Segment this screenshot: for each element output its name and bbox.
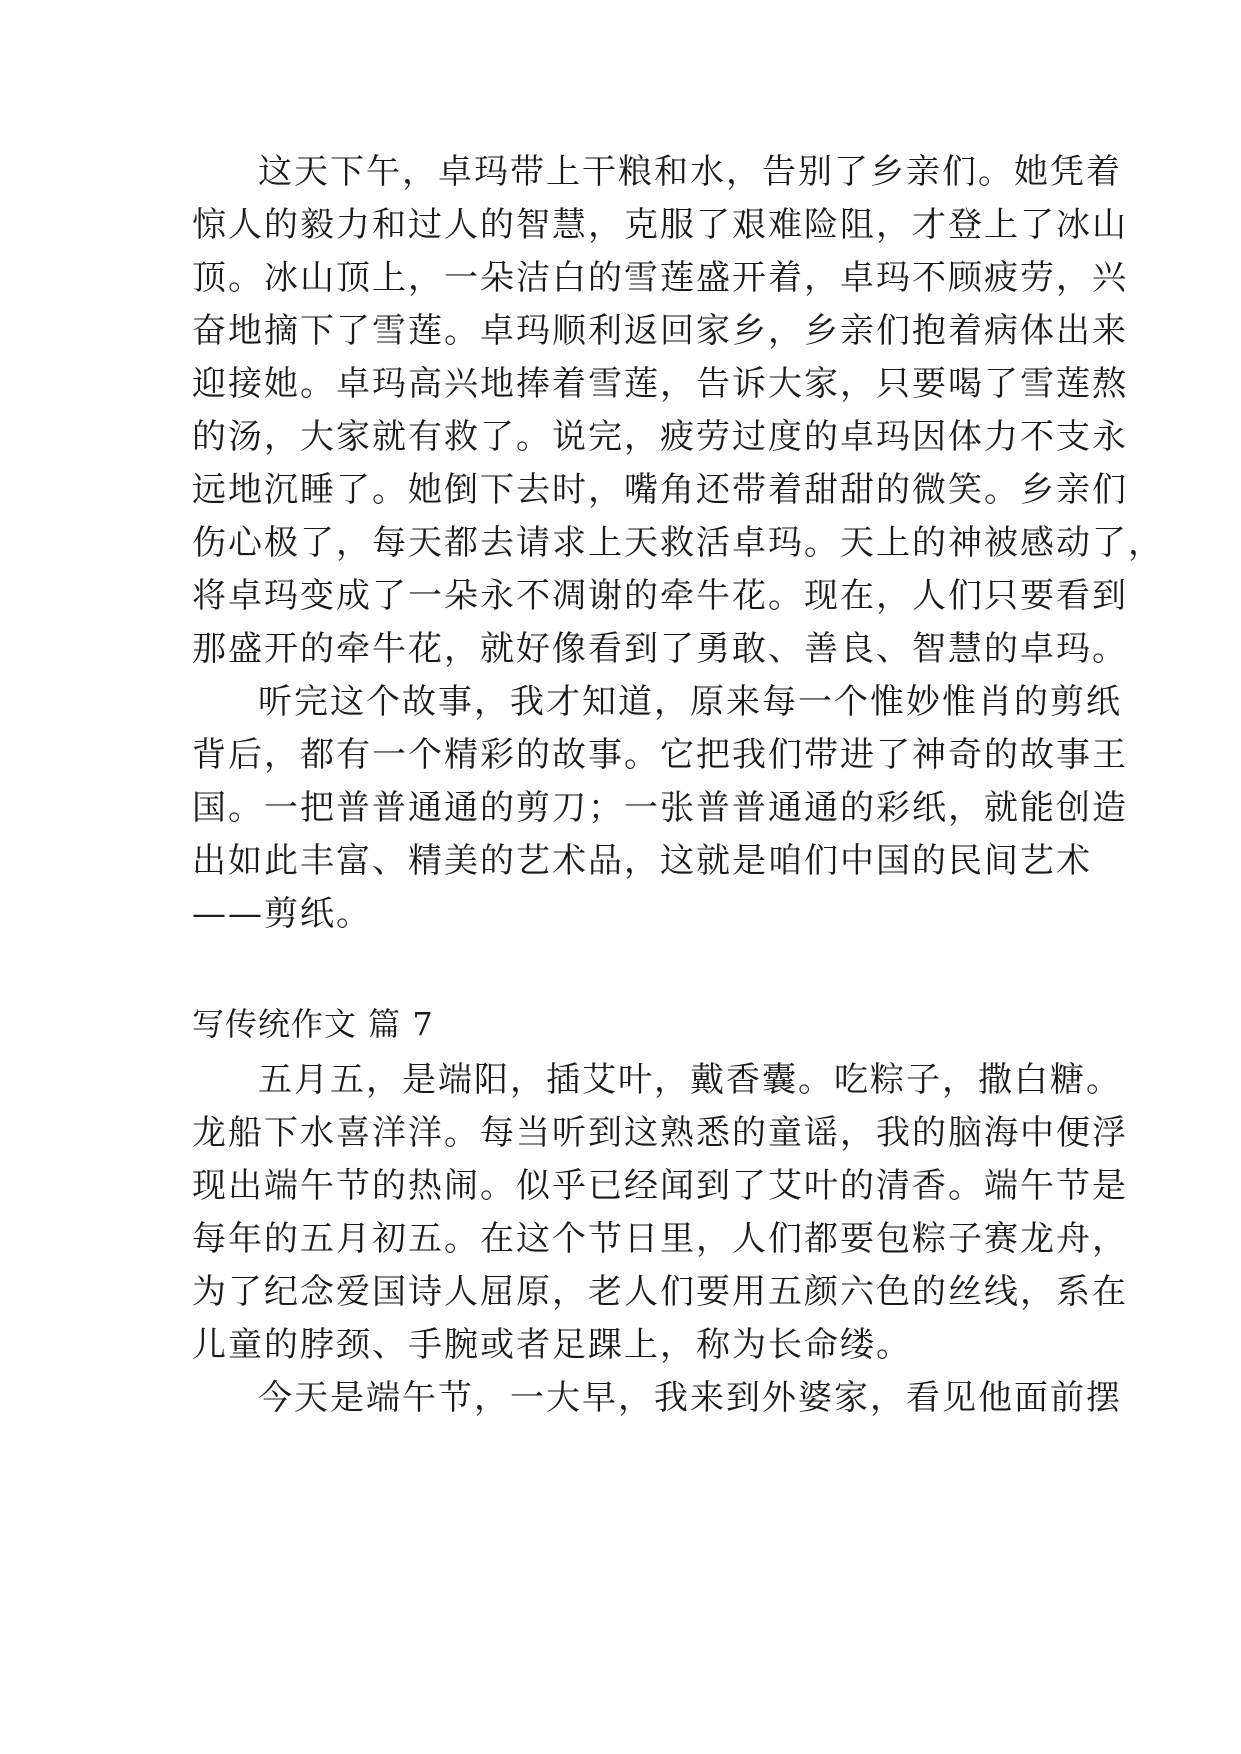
paragraph-3-line-3: 现出端午节的热闹。似乎已经闻到了艾叶的清香。端午节是: [192, 1166, 1128, 1206]
paragraph-3-line-2: 龙船下水喜洋洋。每当听到这熟悉的童谣，我的脑海中便浮: [192, 1113, 1128, 1153]
paragraph-2-line-1: 听完这个故事，我才知道，原来每一个惟妙惟肖的剪纸: [258, 682, 1122, 722]
paragraph-1-line-7: 远地沉睡了。她倒下去时，嘴角还带着甜甜的微笑。乡亲们: [192, 470, 1128, 510]
paragraph-3-line-6: 儿童的脖颈、手腕或者足踝上，称为长命缕。: [192, 1325, 912, 1365]
paragraph-1-line-2: 惊人的毅力和过人的智慧，克服了艰难险阻，才登上了冰山: [192, 205, 1128, 245]
paragraph-1-line-4: 奋地摘下了雪莲。卓玛顺利返回家乡，乡亲们抱着病体出来: [192, 311, 1128, 351]
paragraph-2-line-2: 背后，都有一个精彩的故事。它把我们带进了神奇的故事王: [192, 735, 1128, 775]
paragraph-4-line-1: 今天是端午节，一大早，我来到外婆家，看见他面前摆: [258, 1378, 1122, 1418]
paragraph-1-line-10: 那盛开的牵牛花，就好像看到了勇敢、善良、智慧的卓玛。: [192, 629, 1128, 669]
paragraph-3-line-5: 为了纪念爱国诗人屈原，老人们要用五颜六色的丝线，系在: [192, 1272, 1128, 1312]
paragraph-1-line-1: 这天下午，卓玛带上干粮和水，告别了乡亲们。她凭着: [258, 152, 1122, 192]
paragraph-2-line-3: 国。一把普普通通的剪刀；一张普普通通的彩纸，就能创造: [192, 788, 1128, 828]
paragraph-2-line-4: 出如此丰富、精美的艺术品，这就是咱们中国的民间艺术: [192, 841, 1092, 881]
paragraph-2-line-5: ——剪纸。: [192, 894, 372, 934]
paragraph-1-line-6: 的汤，大家就有救了。说完，疲劳过度的卓玛因体力不支永: [192, 417, 1128, 457]
paragraph-3-line-1: 五月五，是端阳，插艾叶，戴香囊。吃粽子，撒白糖。: [258, 1060, 1122, 1100]
paragraph-3-line-4: 每年的五月初五。在这个节日里，人们都要包粽子赛龙舟，: [192, 1219, 1128, 1259]
paragraph-1-line-8: 伤心极了，每天都去请求上天救活卓玛。天上的神被感动了，: [192, 523, 1164, 563]
paragraph-1-line-3: 顶。冰山顶上，一朵洁白的雪莲盛开着，卓玛不顾疲劳，兴: [192, 258, 1128, 298]
paragraph-1-line-9: 将卓玛变成了一朵永不凋谢的牵牛花。现在，人们只要看到: [192, 576, 1128, 616]
paragraph-1-line-5: 迎接她。卓玛高兴地捧着雪莲，告诉大家，只要喝了雪莲熬: [192, 364, 1128, 404]
section-heading: 写传统作文 篇 7: [192, 1005, 434, 1043]
